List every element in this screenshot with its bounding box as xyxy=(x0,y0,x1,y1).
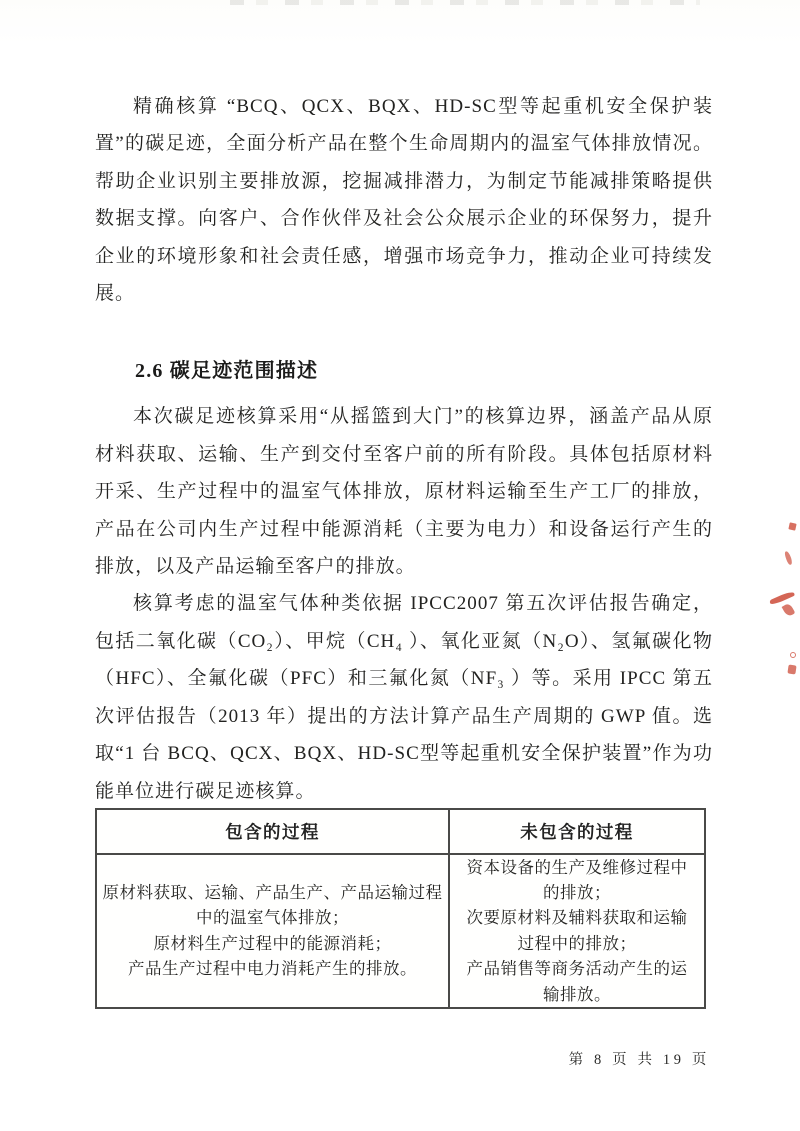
red-stamp-fragment xyxy=(769,590,795,606)
paragraph-gases: 核算考虑的温室气体种类依据 IPCC2007 第五次评估报告确定，包括二氧化碳（CO₂）、甲烷（CH₄ ）、氧化亚氮（N₂O）、氢氟碳化物（HFC）、全氟化碳（PFC）和三氟化氮（NF₃ ）等。采用 IPCC 第五次评估报告（2013 年）提出的方法计算产品生产周期的 GWP 值。选取“1 台 BCQ、QCX、BQX、HD-SC型等起重机安全保护装置”作为功能单位进行碳足迹核算。 xyxy=(95,593,713,802)
included-line: 中的温室气体排放； xyxy=(196,908,349,928)
scope-table-header-row xyxy=(97,810,704,855)
included-processes-cell xyxy=(97,855,450,1007)
included-line: 产品生产过程中电力消耗产生的排放。 xyxy=(128,959,417,979)
document-body xyxy=(95,88,713,810)
page-number-footer: 第 8 页 共 19 页 xyxy=(568,1052,710,1068)
excluded-line: 输排放。 xyxy=(543,984,611,1004)
excluded-line: 产品销售等商务活动产生的运 xyxy=(466,959,688,979)
included-line: 原材料生产过程中的能源消耗； xyxy=(153,933,392,953)
scope-table-header-excluded xyxy=(450,810,704,853)
excluded-line: 次要原材料及辅料获取和运输 xyxy=(466,908,688,928)
included-line: 原材料获取、运输、产品生产、产品运输过程 xyxy=(102,882,443,902)
scope-table xyxy=(95,808,706,1009)
section-heading-2-6: 2.6 碳足迹范围描述 xyxy=(135,360,319,383)
scan-artifact-top-strip xyxy=(230,0,700,5)
red-stamp-fragment xyxy=(788,522,796,530)
scope-table-header-included xyxy=(97,810,450,853)
excluded-line: 过程中的排放； xyxy=(517,933,637,953)
scope-table-body-row xyxy=(97,855,704,1007)
paragraph-boundary: 本次碳足迹核算采用“从摇篮到大门”的核算边界，涵盖产品从原材料获取、运输、生产到交付至客户前的所有阶段。具体包括原材料开采、生产过程中的温室气体排放，原材料运输至生产工厂的排放，产品在公司内生产过程中能源消耗（主要为电力）和设备运行产生的排放，以及产品运输至客户的排放。 xyxy=(95,406,713,578)
header-included-label: 包含的过程 xyxy=(225,821,320,842)
header-excluded-label: 未包含的过程 xyxy=(520,821,634,842)
excluded-line: 的排放； xyxy=(543,882,611,902)
excluded-line: 资本设备的生产及维修过程中 xyxy=(466,857,688,877)
red-stamp-fragment xyxy=(787,664,796,674)
red-stamp-fragment xyxy=(790,652,796,658)
paragraph-intro: 精确核算 “BCQ、QCX、BQX、HD-SC型等起重机安全保护装置”的碳足迹，全面分析产品在整个生命周期内的温室气体排放情况。帮助企业识别主要排放源，挖掘减排潜力，为制定节能减排策略提供数据支撑。向客户、合作伙伴及社会公众展示企业的环保努力，提升企业的环境形象和社会责任感，增强市场竞争力，推动企业可持续发展。 xyxy=(95,96,713,305)
excluded-processes-cell xyxy=(450,855,704,1007)
red-stamp-fragment xyxy=(784,551,793,566)
red-stamp-fragment xyxy=(782,603,796,618)
